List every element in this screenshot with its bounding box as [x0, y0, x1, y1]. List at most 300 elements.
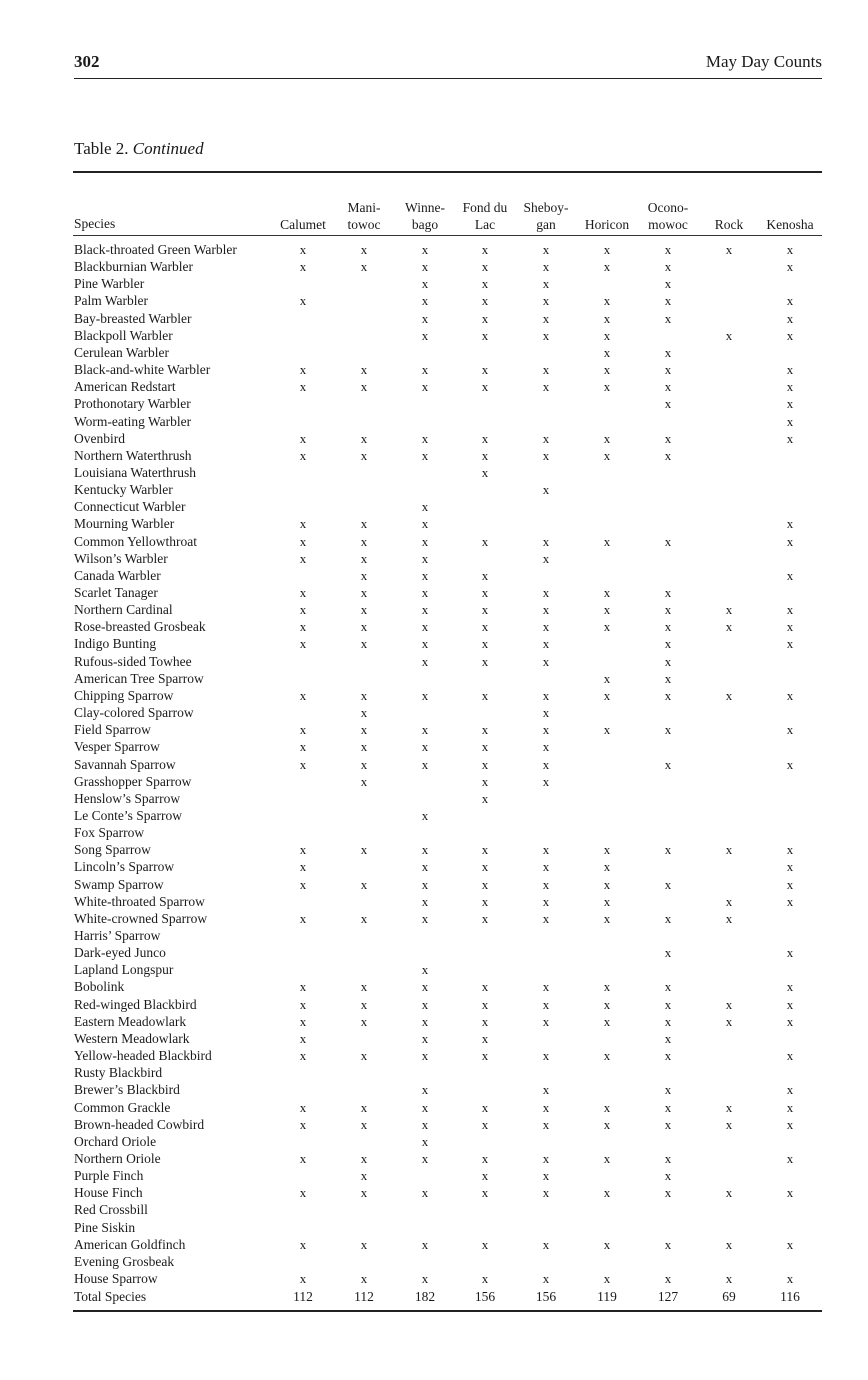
species-name: White-crowned Sparrow	[74, 910, 208, 926]
presence-mark: x	[299, 1271, 307, 1286]
presence-mark: x	[664, 876, 672, 892]
presence-mark: x	[360, 1168, 368, 1184]
table-row	[0, 1201, 868, 1218]
table-row	[0, 1030, 868, 1047]
presence-mark: x	[786, 242, 794, 257]
presence-mark: x	[299, 533, 307, 549]
species-name: Black-and-white Warbler	[74, 362, 211, 378]
presence-mark: x	[725, 1185, 733, 1201]
species-name: Western Meadowlark	[74, 1030, 190, 1046]
presence-mark: x	[360, 739, 368, 755]
presence-mark: x	[481, 739, 489, 755]
table-row	[0, 550, 868, 567]
presence-mark: x	[542, 893, 550, 909]
presence-mark: x	[360, 756, 368, 772]
presence-mark: x	[664, 910, 672, 926]
presence-mark: x	[481, 1048, 489, 1064]
table-row	[0, 756, 868, 773]
species-name: Bobolink	[74, 979, 125, 995]
table-row	[0, 687, 868, 704]
presence-mark: x	[481, 464, 489, 480]
presence-mark: x	[360, 722, 368, 738]
presence-mark: x	[360, 842, 368, 858]
table-row	[0, 310, 868, 327]
presence-mark: x	[421, 687, 429, 703]
presence-mark: x	[786, 362, 794, 378]
presence-mark: x	[481, 1116, 489, 1132]
table-row	[0, 361, 868, 378]
species-name: Chipping Sparrow	[74, 687, 174, 703]
presence-mark: x	[421, 430, 429, 446]
presence-mark: x	[786, 722, 794, 738]
table-row	[0, 704, 868, 721]
table-bottom-rule	[73, 1310, 822, 1312]
presence-mark: x	[664, 310, 672, 326]
presence-mark: x	[481, 893, 489, 909]
presence-mark: x	[360, 636, 368, 652]
table-row	[0, 790, 868, 807]
species-name: Bay-breasted Warbler	[74, 310, 192, 326]
presence-mark: x	[481, 842, 489, 858]
presence-mark: x	[481, 293, 489, 309]
table-row	[0, 1133, 868, 1150]
presence-mark: x	[481, 910, 489, 926]
table-row	[0, 927, 868, 944]
column-header-manitowoc: Mani- towoc	[347, 200, 381, 232]
presence-mark: x	[299, 602, 307, 618]
presence-mark: x	[481, 636, 489, 652]
presence-mark: x	[603, 430, 611, 446]
species-name: Lapland Longspur	[74, 962, 174, 978]
species-name: Northern Waterthrush	[74, 447, 192, 463]
presence-mark: x	[481, 722, 489, 738]
presence-mark: x	[542, 276, 550, 292]
presence-mark: x	[603, 979, 611, 995]
presence-mark: x	[603, 619, 611, 635]
presence-mark: x	[481, 602, 489, 618]
species-name: Scarlet Tanager	[74, 585, 158, 600]
presence-mark: x	[542, 859, 550, 875]
presence-mark: x	[481, 653, 489, 669]
presence-mark: x	[481, 362, 489, 378]
presence-mark: x	[481, 327, 489, 343]
presence-mark: x	[542, 979, 550, 995]
table-row	[0, 327, 868, 344]
table-row	[0, 430, 868, 447]
presence-mark: x	[421, 327, 429, 343]
presence-mark: x	[360, 379, 368, 395]
presence-mark: x	[603, 670, 611, 686]
presence-mark: x	[481, 1099, 489, 1115]
species-name: Pine Warbler	[74, 276, 145, 292]
presence-mark: x	[603, 533, 611, 549]
table-row	[0, 773, 868, 790]
table-row	[0, 1150, 868, 1167]
presence-mark: x	[664, 636, 672, 652]
presence-mark: x	[299, 687, 307, 703]
presence-mark: x	[725, 687, 733, 703]
presence-mark: x	[786, 602, 794, 618]
presence-mark: x	[603, 859, 611, 875]
species-name: Common Grackle	[74, 1099, 171, 1115]
presence-mark: x	[299, 1116, 307, 1132]
presence-mark: x	[542, 842, 550, 858]
presence-mark: x	[360, 567, 368, 583]
presence-mark: x	[481, 876, 489, 892]
presence-mark: x	[299, 996, 307, 1012]
species-name: Mourning Warbler	[74, 516, 175, 532]
species-name: Rose-breasted Grosbeak	[74, 619, 206, 635]
table-row	[0, 996, 868, 1013]
presence-mark: x	[725, 1236, 733, 1252]
presence-mark: x	[786, 1271, 794, 1286]
presence-mark: x	[360, 362, 368, 378]
presence-mark: x	[299, 516, 307, 532]
presence-mark: x	[603, 687, 611, 703]
presence-mark: x	[603, 1099, 611, 1115]
table-row	[0, 601, 868, 618]
presence-mark: x	[421, 739, 429, 755]
presence-mark: x	[664, 979, 672, 995]
species-name: Connecticut Warbler	[74, 499, 186, 515]
presence-mark: x	[542, 242, 550, 257]
presence-mark: x	[664, 619, 672, 635]
presence-mark: x	[421, 1048, 429, 1064]
presence-mark: x	[421, 1185, 429, 1201]
presence-mark: x	[299, 242, 307, 257]
presence-mark: x	[725, 842, 733, 858]
presence-mark: x	[421, 910, 429, 926]
presence-mark: x	[786, 1013, 794, 1029]
presence-mark: x	[360, 1236, 368, 1252]
presence-mark: x	[360, 550, 368, 566]
presence-mark: x	[664, 842, 672, 858]
presence-mark: x	[603, 893, 611, 909]
species-name: Savannah Sparrow	[74, 756, 176, 772]
species-name: Vesper Sparrow	[74, 739, 160, 755]
presence-mark: x	[786, 893, 794, 909]
species-name: Le Conte’s Sparrow	[74, 807, 182, 823]
presence-mark: x	[542, 362, 550, 378]
presence-mark: x	[542, 1271, 550, 1286]
table-row	[0, 258, 868, 275]
presence-mark: x	[542, 1185, 550, 1201]
presence-mark: x	[299, 876, 307, 892]
presence-mark: x	[421, 756, 429, 772]
species-name: Blackpoll Warbler	[74, 327, 173, 343]
presence-mark: x	[481, 310, 489, 326]
presence-mark: x	[664, 447, 672, 463]
table-row	[0, 978, 868, 995]
presence-mark: x	[299, 859, 307, 875]
species-name: House Finch	[74, 1185, 143, 1201]
presence-mark: x	[786, 1116, 794, 1132]
presence-mark: x	[481, 259, 489, 275]
presence-mark: x	[421, 962, 429, 978]
presence-mark: x	[786, 859, 794, 875]
species-name: Common Yellowthroat	[74, 533, 198, 549]
presence-mark: x	[481, 1150, 489, 1166]
table-row	[0, 618, 868, 635]
presence-mark: x	[421, 1271, 429, 1286]
presence-mark: x	[481, 756, 489, 772]
species-name: American Goldfinch	[74, 1236, 186, 1252]
presence-mark: x	[299, 910, 307, 926]
presence-mark: x	[603, 842, 611, 858]
presence-mark: x	[299, 1030, 307, 1046]
presence-mark: x	[725, 893, 733, 909]
presence-mark: x	[603, 1236, 611, 1252]
presence-mark: x	[421, 653, 429, 669]
presence-mark: x	[421, 1099, 429, 1115]
presence-mark: x	[786, 413, 794, 429]
presence-mark: x	[542, 1082, 550, 1098]
presence-mark: x	[481, 859, 489, 875]
presence-mark: x	[603, 1048, 611, 1064]
presence-mark: x	[481, 276, 489, 292]
presence-mark: x	[421, 276, 429, 292]
species-name: House Sparrow	[74, 1271, 158, 1286]
table-row	[0, 893, 868, 910]
presence-mark: x	[299, 1236, 307, 1252]
table-row	[0, 961, 868, 978]
presence-mark: x	[542, 1236, 550, 1252]
presence-mark: x	[725, 996, 733, 1012]
presence-mark: x	[786, 1236, 794, 1252]
species-name: Lincoln’s Sparrow	[74, 859, 175, 875]
presence-mark: x	[664, 945, 672, 961]
presence-mark: x	[542, 1048, 550, 1064]
presence-mark: x	[603, 1150, 611, 1166]
column-header-fond-du-lac: Fond du Lac	[462, 200, 508, 232]
species-name: Black-throated Green Warbler	[74, 242, 237, 257]
presence-mark: x	[664, 396, 672, 412]
species-name: Purple Finch	[74, 1168, 144, 1184]
presence-mark: x	[481, 619, 489, 635]
total-count: 156	[535, 1289, 557, 1305]
presence-mark: x	[725, 1116, 733, 1132]
presence-mark: x	[421, 1150, 429, 1166]
presence-mark: x	[786, 567, 794, 583]
presence-mark: x	[664, 1236, 672, 1252]
table-row	[0, 413, 868, 430]
presence-mark: x	[421, 516, 429, 532]
presence-mark: x	[360, 602, 368, 618]
presence-mark: x	[542, 636, 550, 652]
presence-mark: x	[299, 722, 307, 738]
presence-mark: x	[481, 567, 489, 583]
column-header-kenosha: Kenosha	[766, 217, 814, 232]
presence-mark: x	[664, 242, 672, 257]
presence-mark: x	[421, 533, 429, 549]
table-row	[0, 1081, 868, 1098]
presence-mark: x	[542, 653, 550, 669]
total-count: 156	[474, 1289, 496, 1305]
presence-mark: x	[664, 1168, 672, 1184]
presence-mark: x	[603, 327, 611, 343]
table-row	[0, 533, 868, 550]
presence-mark: x	[481, 979, 489, 995]
presence-mark: x	[299, 362, 307, 378]
species-name: Orchard Oriole	[74, 1133, 157, 1149]
presence-mark: x	[603, 876, 611, 892]
species-column-header: Species	[74, 216, 116, 231]
presence-mark: x	[299, 293, 307, 309]
presence-mark: x	[786, 533, 794, 549]
presence-mark: x	[481, 430, 489, 446]
table-row	[0, 1047, 868, 1064]
presence-mark: x	[421, 722, 429, 738]
presence-mark: x	[664, 1030, 672, 1046]
presence-mark: x	[542, 739, 550, 755]
presence-mark: x	[542, 379, 550, 395]
species-name: Blackburnian Warbler	[74, 259, 193, 275]
presence-mark: x	[299, 756, 307, 772]
presence-mark: x	[360, 447, 368, 463]
species-name: Northern Oriole	[74, 1150, 161, 1166]
total-count: 127	[657, 1289, 679, 1305]
table-row	[0, 824, 868, 841]
presence-mark: x	[421, 876, 429, 892]
presence-mark: x	[786, 1185, 794, 1201]
presence-mark: x	[664, 602, 672, 618]
species-name: American Tree Sparrow	[74, 670, 204, 686]
presence-mark: x	[786, 430, 794, 446]
table-row	[0, 876, 868, 893]
presence-mark: x	[481, 1013, 489, 1029]
table-row	[0, 841, 868, 858]
presence-mark: x	[481, 687, 489, 703]
species-name: Indigo Bunting	[74, 636, 157, 652]
column-header-sheboygan: Sheboy- gan	[523, 200, 569, 232]
column-header-oconomowoc: Ocono- mowoc	[647, 200, 689, 232]
presence-mark: x	[542, 1168, 550, 1184]
caption-continued: Continued	[132, 139, 204, 158]
presence-mark: x	[786, 1082, 794, 1098]
column-header-horicon: Horicon	[584, 217, 630, 232]
presence-mark: x	[786, 876, 794, 892]
presence-mark: x	[786, 636, 794, 652]
presence-mark: x	[542, 602, 550, 618]
presence-mark: x	[299, 447, 307, 463]
presence-mark: x	[664, 756, 672, 772]
presence-mark: x	[360, 1271, 368, 1286]
presence-mark: x	[603, 1185, 611, 1201]
table-row	[0, 1236, 868, 1253]
total-count: 69	[722, 1289, 736, 1305]
presence-mark: x	[664, 1185, 672, 1201]
presence-mark: x	[725, 910, 733, 926]
species-name: Prothonotary Warbler	[74, 396, 191, 412]
presence-mark: x	[421, 259, 429, 275]
presence-mark: x	[786, 310, 794, 326]
species-name: Kentucky Warbler	[74, 482, 173, 498]
presence-mark: x	[542, 876, 550, 892]
presence-mark: x	[421, 1116, 429, 1132]
presence-mark: x	[299, 842, 307, 858]
presence-mark: x	[360, 1116, 368, 1132]
species-name: White-throated Sparrow	[74, 893, 205, 909]
table-row	[0, 1099, 868, 1116]
table-row	[0, 292, 868, 309]
total-count: 182	[414, 1289, 436, 1305]
species-name: Rusty Blackbird	[74, 1065, 163, 1081]
presence-mark: x	[299, 979, 307, 995]
presence-mark: x	[421, 379, 429, 395]
presence-mark: x	[360, 773, 368, 789]
presence-mark: x	[421, 859, 429, 875]
caption-label: Table 2.	[74, 139, 129, 158]
presence-mark: x	[664, 344, 672, 360]
presence-mark: x	[360, 876, 368, 892]
species-name: Louisiana Waterthrush	[74, 464, 197, 480]
species-name: Brewer’s Blackbird	[74, 1082, 180, 1098]
header-rule	[73, 235, 822, 236]
presence-mark: x	[542, 996, 550, 1012]
presence-mark: x	[603, 1271, 611, 1286]
presence-mark: x	[786, 842, 794, 858]
presence-mark: x	[299, 259, 307, 275]
table-row	[0, 447, 868, 464]
presence-mark: x	[664, 653, 672, 669]
column-header-calumet: Calumet	[280, 217, 326, 232]
table-caption	[74, 139, 204, 159]
species-name: American Redstart	[74, 379, 176, 395]
presence-mark: x	[786, 619, 794, 635]
table-row	[0, 481, 868, 498]
presence-mark: x	[421, 619, 429, 635]
presence-mark: x	[360, 242, 368, 257]
presence-mark: x	[603, 585, 611, 600]
presence-mark: x	[664, 1271, 672, 1286]
presence-mark: x	[786, 516, 794, 532]
presence-mark: x	[360, 585, 368, 600]
species-name: Henslow’s Sparrow	[74, 790, 181, 806]
table-row	[0, 807, 868, 824]
presence-mark: x	[421, 550, 429, 566]
presence-mark: x	[786, 396, 794, 412]
presence-mark: x	[725, 619, 733, 635]
presence-mark: x	[603, 1116, 611, 1132]
presence-mark: x	[603, 722, 611, 738]
table-row	[0, 515, 868, 532]
presence-mark: x	[360, 1048, 368, 1064]
table-row	[0, 1253, 868, 1270]
presence-mark: x	[542, 585, 550, 600]
column-header-rock: Rock	[714, 217, 744, 232]
total-count: 116	[780, 1289, 800, 1305]
presence-mark: x	[664, 1013, 672, 1029]
presence-mark: x	[360, 996, 368, 1012]
column-header-winnebago: Winne- bago	[405, 200, 445, 232]
presence-mark: x	[603, 379, 611, 395]
presence-mark: x	[542, 619, 550, 635]
presence-mark: x	[542, 550, 550, 566]
presence-mark: x	[299, 1185, 307, 1201]
presence-mark: x	[421, 310, 429, 326]
presence-mark: x	[421, 242, 429, 257]
presence-mark: x	[603, 996, 611, 1012]
presence-mark: x	[725, 1271, 733, 1286]
presence-mark: x	[421, 1236, 429, 1252]
presence-mark: x	[360, 533, 368, 549]
presence-mark: x	[481, 242, 489, 257]
presence-mark: x	[421, 585, 429, 600]
presence-mark: x	[664, 293, 672, 309]
presence-mark: x	[481, 1185, 489, 1201]
table-row	[0, 721, 868, 738]
presence-mark: x	[542, 910, 550, 926]
